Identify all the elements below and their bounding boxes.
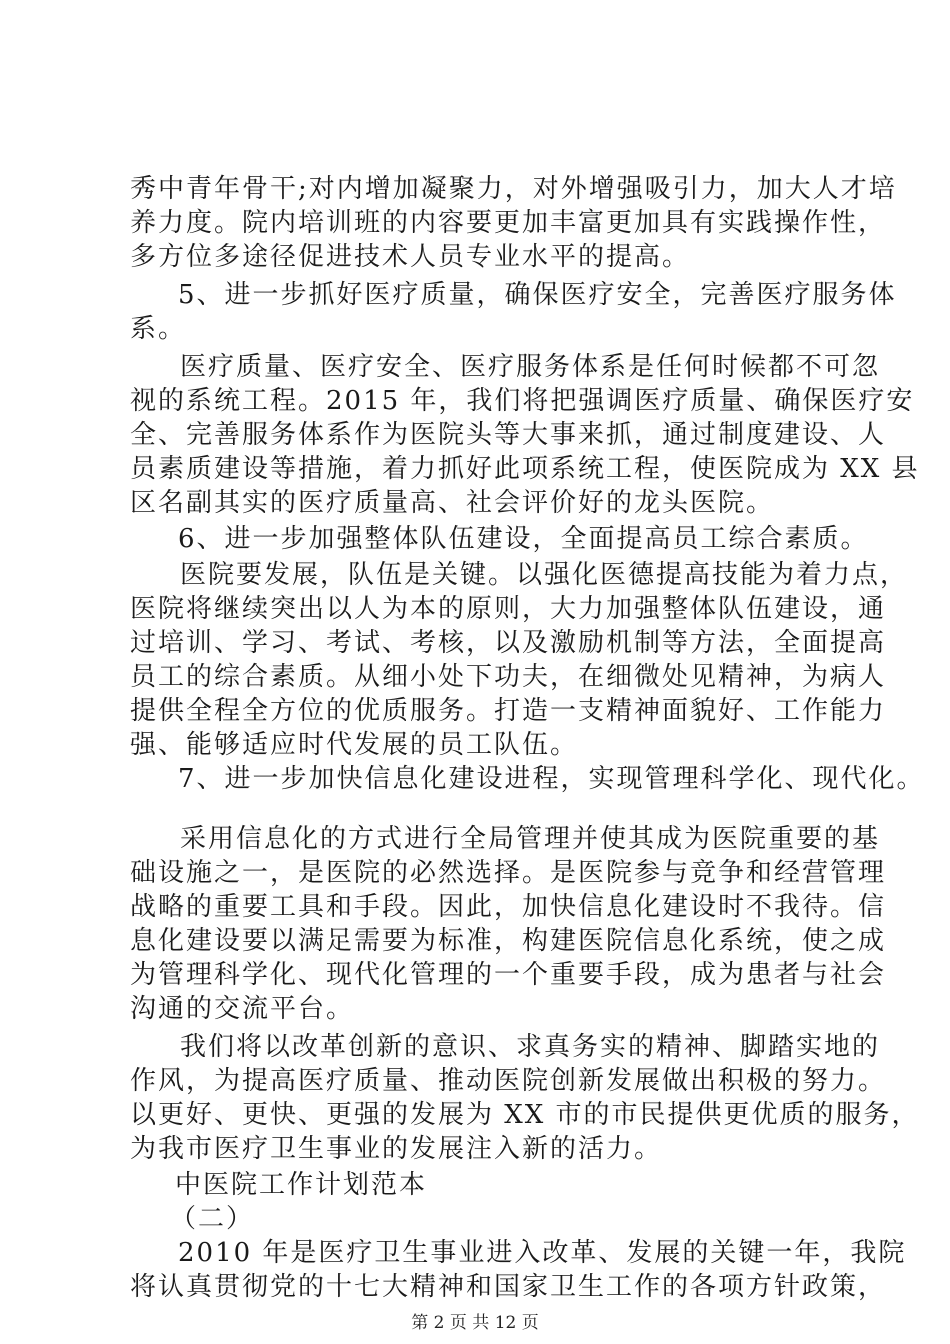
- text-line: 医疗质量、医疗安全、医疗服务体系是任何时候都不可忽: [180, 352, 881, 382]
- text-line: 视的系统工程。2015 年，我们将把强调医疗质量、确保医疗安: [130, 386, 915, 416]
- text-line: 6、进一步加强整体队伍建设，全面提高员工综合素质。: [178, 524, 869, 554]
- text-line: 沟通的交流平台。: [130, 994, 355, 1024]
- text-line: 5、进一步抓好医疗质量，确保医疗安全，完善医疗服务体: [178, 280, 897, 310]
- text-line: 区名副其实的医疗质量高、社会评价好的龙头医院。: [130, 488, 775, 518]
- text-line: 7、进一步加快信息化建设进程，实现管理科学化、现代化。: [178, 764, 925, 794]
- text-line: 我们将以改革创新的意识、求真务实的精神、脚踏实地的: [180, 1032, 881, 1062]
- text-line: 医院将继续突出以人为本的原则，大力加强整体队伍建设，通: [130, 594, 887, 624]
- text-line: 全、完善服务体系作为医院头等大事来抓，通过制度建设、人: [130, 420, 887, 450]
- section-heading: 中医院工作计划范本: [175, 1170, 428, 1200]
- text-line: 将认真贯彻党的十七大精神和国家卫生工作的各项方针政策，: [130, 1272, 887, 1302]
- text-line: 系。: [130, 314, 187, 344]
- text-line: 息化建设要以满足需要为标准，构建医院信息化系统，使之成: [130, 926, 887, 956]
- text-line: 强、能够适应时代发展的员工队伍。: [130, 730, 579, 760]
- text-line: 养力度。院内培训班的内容要更加丰富更加具有实践操作性，: [130, 208, 887, 238]
- text-line: 多方位多途径促进技术人员专业水平的提高。: [130, 242, 691, 272]
- text-line: 2010 年是医疗卫生事业进入改革、发展的关键一年，我院: [178, 1238, 907, 1268]
- text-line: 员素质建设等措施，着力抓好此项系统工程，使医院成为 XX 县: [130, 454, 920, 484]
- text-line: 采用信息化的方式进行全局管理并使其成为医院重要的基: [180, 824, 881, 854]
- text-line: 础设施之一，是医院的必然选择。是医院参与竞争和经营管理: [130, 858, 887, 888]
- text-line: 为我市医疗卫生事业的发展注入新的活力。: [130, 1134, 663, 1164]
- text-line: 战略的重要工具和手段。因此，加快信息化建设时不我待。信: [130, 892, 887, 922]
- text-line: 过培训、学习、考试、考核，以及激励机制等方法，全面提高: [130, 628, 887, 658]
- text-line: 秀中青年骨干;对内增加凝聚力，对外增强吸引力，加大人才培: [130, 174, 897, 204]
- text-line: 为管理科学化、现代化管理的一个重要手段，成为患者与社会: [130, 960, 887, 990]
- section-number: （二）: [170, 1204, 255, 1234]
- text-line: 提供全程全方位的优质服务。打造一支精神面貌好、工作能力: [130, 696, 887, 726]
- page-number-footer: 第 2 页 共 12 页: [411, 1313, 539, 1333]
- text-line: 员工的综合素质。从细小处下功夫，在细微处见精神，为病人: [130, 662, 887, 692]
- text-line: 作风，为提高医疗质量、推动医院创新发展做出积极的努力。: [130, 1066, 887, 1096]
- text-line: 医院要发展，队伍是关键。以强化医德提高技能为着力点，: [180, 560, 909, 590]
- text-line: 以更好、更快、更强的发展为 XX 市的市民提供更优质的服务，: [130, 1100, 920, 1130]
